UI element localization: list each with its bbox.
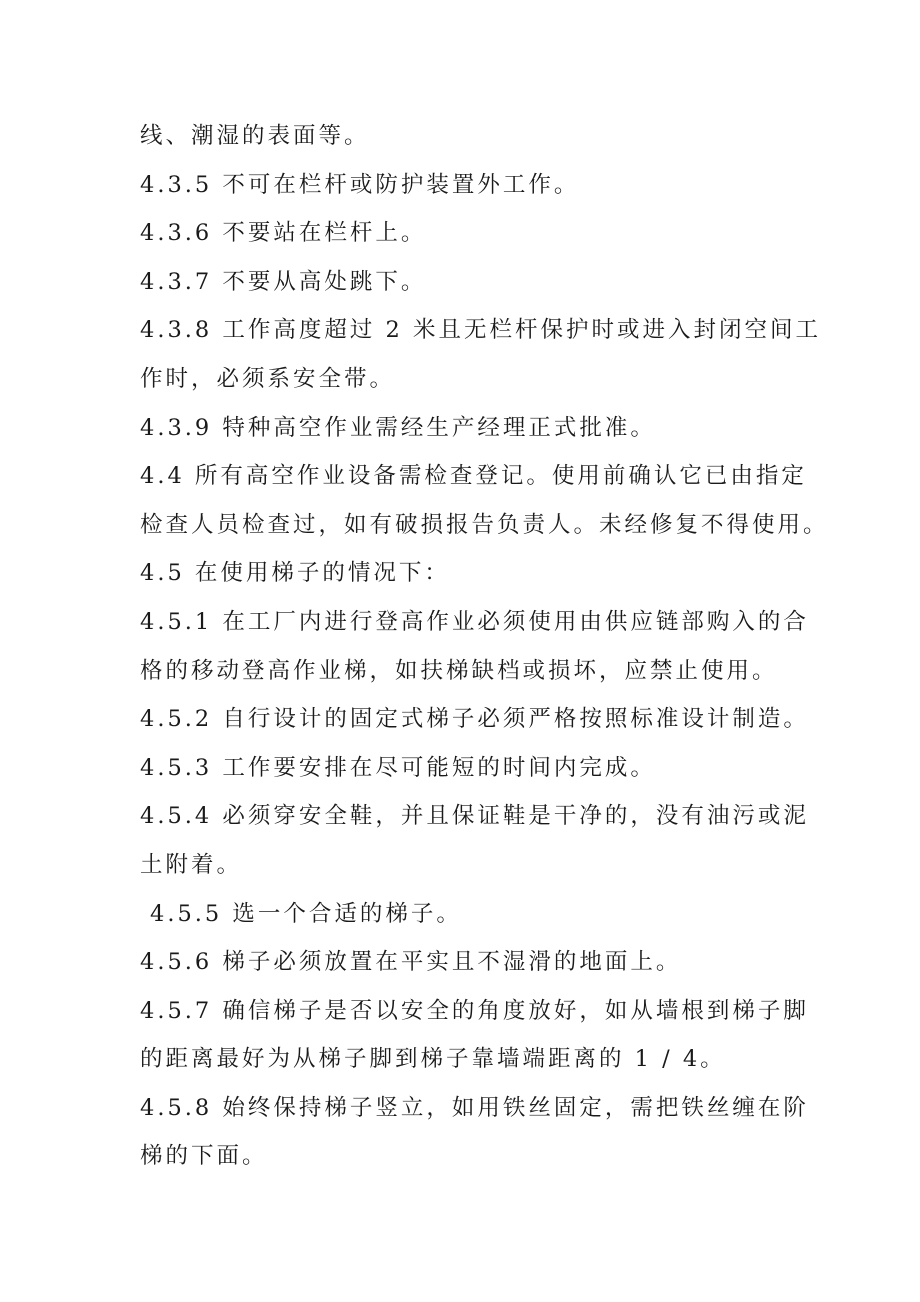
text-line: 4.4 所有高空作业设备需检查登记。使用前确认它已由指定: [140, 463, 807, 490]
text-line: 4.5.7 确信梯子是否以安全的角度放好，如从墙根到梯子脚: [140, 997, 809, 1024]
text-line: 4.3.6 不要站在栏杆上。: [140, 220, 427, 247]
text-line: 4.3.7 不要从高处跳下。: [140, 268, 427, 295]
text-line: 格的移动登高作业梯，如扶梯缺档或损坏，应禁止使用。: [140, 657, 778, 684]
document-body: [140, 112, 829, 1181]
text-line: 4.3.5 不可在栏杆或防护装置外工作。: [140, 171, 580, 198]
text-line: 检查人员检查过，如有破损报告负责人。未经修复不得使用。: [140, 511, 829, 538]
text-line: 4.3.9 特种高空作业需经生产经理正式批准。: [140, 414, 656, 441]
text-line: 作时，必须系安全带。: [140, 365, 396, 392]
text-line: 4.5.4 必须穿安全鞋，并且保证鞋是干净的，没有油污或泥: [140, 803, 809, 830]
text-line: 4.5.8 始终保持梯子竖立，如用铁丝固定，需把铁丝缠在阶: [140, 1094, 809, 1121]
text-line: 4.5.5 选一个合适的梯子。: [150, 900, 462, 927]
text-line: 4.5.1 在工厂内进行登高作业必须使用由供应链部购入的合: [140, 608, 809, 635]
text-line: 4.5.3 工作要安排在尽可能短的时间内完成。: [140, 754, 656, 781]
text-line: 的距离最好为从梯子脚到梯子靠墙端距离的 1 / 4。: [140, 1046, 726, 1073]
text-line: 4.5.2 自行设计的固定式梯子必须严格按照标准设计制造。: [140, 706, 809, 733]
text-line: 梯的下面。: [140, 1143, 268, 1170]
text-line: 土附着。: [140, 851, 243, 878]
text-line: 4.5.6 梯子必须放置在平实且不湿滑的地面上。: [140, 949, 682, 976]
text-line: 4.3.8 工作高度超过 2 米且无栏杆保护时或进入封闭空间工: [140, 317, 822, 344]
text-line: 4.5 在使用梯子的情况下：: [140, 560, 450, 587]
text-line: 线、潮湿的表面等。: [140, 123, 370, 149]
